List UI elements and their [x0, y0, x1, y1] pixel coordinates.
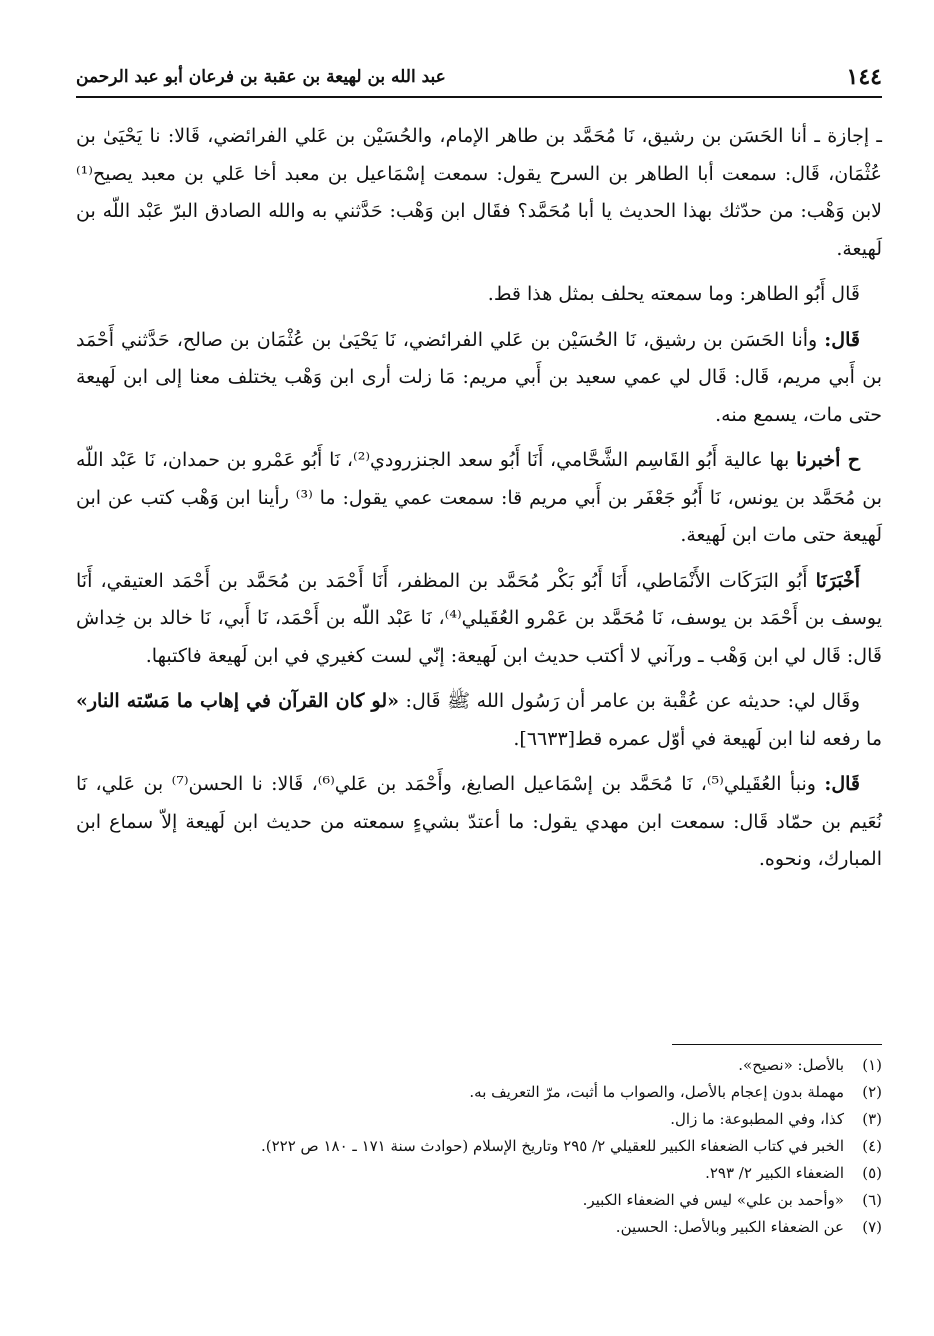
paragraph-2: قَال أَبُو الطاهر: وما سمعته يحلف بمثل هذا قط.	[487, 283, 860, 305]
paragraph-6-post: ما رفعه لنا ابن لَهيعة في أوّل عمره قط[٦٦٣٣].	[513, 727, 882, 750]
paragraph-6	[76, 683, 882, 758]
paragraph-5	[76, 563, 882, 676]
footnote-number: (٧)	[862, 1218, 882, 1236]
paragraph-3-text: وأنا الحَسَن بن رشيق، نَا الحُسَيْن بن عَلي الفرائضي، نَا يَحْيَىٰ بن عُثْمَان بن صالح، حَدَّثني أَحْمَد بن أَبي مريم، قَال: قَال لي عمي سعيد بن أَبي مريم: مَا زلت أرى ابن وَهْب يختلف معنا إلى ابن لَهيعة حتى مات، يسمع منه.	[76, 328, 882, 426]
paragraph-3	[76, 322, 882, 435]
paragraph-5-text: أَبُو البَرَكَات الأَنْمَاطي، أَنَا أَبُو بَكْر مُحَمَّد بن المظفر، أَنَا أَحْمَد بن مُحَمَّد بن أَحْمَد العتيقي، أَنَا يوسف بن أَحْمَد بن يوسف، نَا مُحَمَّد بن عَمْرو العُقَيلي⁽⁴⁾، نَا عَبْد اللّه بن أَحْمَد، نَا أَبي، نَا خالد بن خِداش قَال: قَال لي ابن وَهْب ـ ورآني لا أكتب حديث ابن لَهيعة: إنّي لست كغيري في ابن لَهيعة فاكتبها.	[76, 569, 882, 667]
footnote-text: الخبر في كتاب الضعفاء الكبير للعقيلي ٢/ ٢٩٥ وتاريخ الإسلام (حوادث سنة ١٧١ ـ ١٨٠ ص ٢٢٢).	[260, 1137, 844, 1155]
hadith-quote: «لو كان القرآن في إهاب ما مَسّته النار»	[76, 690, 400, 712]
footnote-text: «وأحمد بن علي» ليس في الضعفاء الكبير.	[582, 1191, 844, 1209]
page-header	[76, 60, 882, 94]
footnote-number: (٦)	[862, 1191, 882, 1209]
paragraph-7-text: ونبأ العُقَيلي⁽⁵⁾، نَا مُحَمَّد بن إسْمَاعيل الصايغ، وأَحْمَد بن عَلي⁽⁶⁾، قَالا: نا الحسن⁽⁷⁾ بن عَلي، نَا نُعَيم بن حمّاد قَال: سمعت ابن مهدي يقول: ما أعتدّ بشيءٍ سمعته من حديث ابن لَهيعة إلاّ سماع ابن المبارك، ونحوه.	[76, 773, 882, 870]
footnote-text: عن الضعفاء الكبير وبالأصل: الحسين.	[615, 1218, 844, 1236]
footnote-item	[76, 1106, 882, 1133]
footnote-item	[76, 1052, 882, 1079]
footnote-item	[76, 1133, 882, 1160]
header-rule	[76, 96, 882, 98]
footnote-text: كذا، وفي المطبوعة: ما زال.	[670, 1110, 844, 1128]
footnote-rule	[672, 1044, 882, 1045]
footnote-text: بالأصل: «نصيح».	[738, 1056, 844, 1074]
paragraph-5-lead: أَخْبَرَنَا	[815, 569, 860, 592]
footnote-number: (٢)	[862, 1083, 882, 1101]
paragraph-3-lead: قَال:	[824, 328, 860, 351]
running-title: عبد الله بن لهيعة بن عقبة بن فرعان أبو عبد الرحمن	[76, 67, 446, 87]
footnote-number: (١)	[862, 1056, 882, 1074]
paragraph-7-lead: قَال:	[824, 773, 861, 795]
main-text	[76, 118, 882, 887]
paragraph-4-text: بها عالية أَبُو القَاسِم الشَّحَّامي، أَنَا أَبُو سعد الجنزرودي⁽²⁾، نَا أَبُو عَمْرو بن حمدان، نَا عَبْد اللّه بن مُحَمَّد بن يونس، نَا أَبُو جَعْفَر بن أَبي مريم قا: سمعت عمي يقول: ما ⁽³⁾ رأينا ابن وَهْب كتب عن ابن لَهيعة حتى مات ابن لَهيعة.	[76, 449, 882, 546]
footnote-text: مهملة بدون إعجام بالأصل، والصواب ما أثبت، مرّ التعريف به.	[469, 1083, 844, 1101]
footnote-item	[76, 1187, 882, 1214]
paragraph-4-lead: ح أخبرنا	[796, 449, 861, 471]
footnote-number: (٤)	[862, 1137, 882, 1155]
footnote-item	[76, 1160, 882, 1187]
paragraph-7	[76, 766, 882, 879]
paragraph-4	[76, 442, 882, 555]
footnote-number: (٥)	[862, 1164, 882, 1182]
paragraph-1: ـ إجازة ـ أنا الحَسَن بن رشيق، نَا مُحَمَّد بن طاهر الإمام، والحُسَيْن بن عَلي الفرائضي، قَالا: نا يَحْيَىٰ بن عُثْمَان، قَال: سمعت أبا الطاهر بن السرح يقول: سمعت إسْمَاعيل بن معبد أخا عَلي بن معبد يصيح⁽¹⁾ لابن وَهْب: من حدّثك بهذا الحديث يا أبا مُحَمَّد؟ فقَال ابن وَهْب: حَدَّثني به والله الصادق البرّ عَبْد اللّه بن لَهيعة.	[76, 125, 882, 260]
paragraph-6-pre: وقَال لي: حديثه عن عُقْبة بن عامر أن رَسُول الله ﷺ قَال:	[399, 690, 861, 712]
footnote-item	[76, 1214, 882, 1241]
page-number: ١٤٤	[846, 64, 882, 90]
footnote-item	[76, 1079, 882, 1106]
footnote-text: الضعفاء الكبير ٢/ ٢٩٣.	[705, 1164, 844, 1182]
footnotes	[76, 1052, 882, 1241]
footnote-number: (٣)	[862, 1110, 882, 1128]
